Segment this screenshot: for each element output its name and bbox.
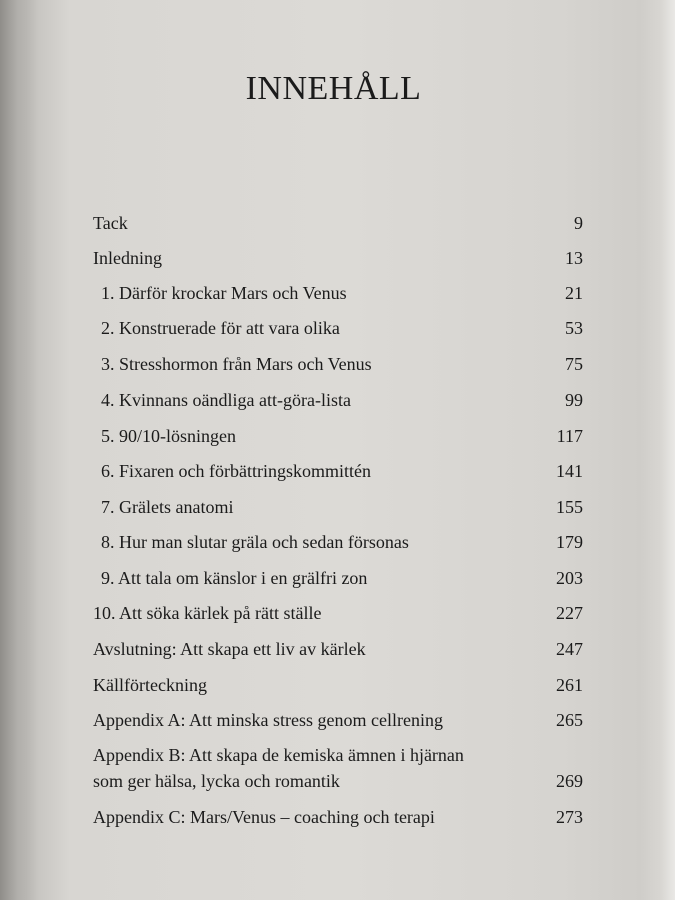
toc-entry-chapter-3 [93, 351, 583, 377]
toc-entry-page: 247 [556, 639, 583, 659]
toc-entry-chapter-1 [93, 280, 583, 306]
toc-entry-label: Tack [93, 213, 128, 233]
toc-entry-label: 4. Kvinnans oändliga att-göra-lista [101, 390, 351, 410]
toc-entry-label: 8. Hur man slutar gräla och sedan försonas [101, 532, 409, 552]
toc-entry-page: 117 [556, 426, 583, 446]
toc-entry-label: Avslutning: Att skapa ett liv av kärlek [93, 639, 366, 659]
toc-entry-label: Appendix B: Att skapa de kemiska ämnen i hjärnan [93, 745, 464, 765]
toc-entry-page: 203 [556, 568, 583, 588]
page-title: INNEHÅLL [245, 70, 422, 107]
toc-entry-page: 53 [565, 318, 583, 338]
toc-entry-chapter-8 [93, 529, 583, 555]
toc-entry-chapter-2 [93, 315, 583, 341]
toc-entry-tack [93, 210, 583, 236]
toc-entry-label: 2. Konstruerade för att vara olika [101, 318, 340, 338]
toc-entry-avslutning [93, 636, 583, 662]
toc-entry-chapter-7 [93, 494, 583, 520]
toc-entry-page: 21 [565, 283, 583, 303]
toc-entry-label: 3. Stresshormon från Mars och Venus [101, 354, 372, 374]
toc-entry-inledning [93, 245, 583, 271]
toc-entry-label: Appendix A: Att minska stress genom cellrening [93, 710, 443, 730]
toc-entry-appendix-a [93, 707, 583, 733]
toc-entry-label: 9. Att tala om känslor i en grälfri zon [101, 568, 368, 588]
toc-entry-page: 227 [556, 603, 583, 623]
toc-entry-page: 273 [556, 807, 583, 827]
toc-entry-page: 269 [556, 771, 583, 791]
toc-entry-label-continued: som ger hälsa, lycka och romantik [93, 771, 340, 791]
toc-entry-chapter-6 [93, 458, 583, 484]
toc-entry-page: 155 [556, 497, 583, 517]
toc-entry-appendix-c [93, 804, 583, 830]
toc-entry-page: 99 [565, 390, 583, 410]
toc-entry-chapter-4 [93, 387, 583, 413]
toc-entry-chapter-10 [93, 600, 583, 626]
toc-entry-page: 141 [556, 461, 583, 481]
toc-entry-appendix-b [93, 742, 583, 794]
toc-entry-chapter-9 [93, 565, 583, 591]
toc-entry-label: Inledning [93, 248, 162, 268]
toc-entry-label: 7. Grälets anatomi [101, 497, 234, 517]
toc-entry-label: 10. Att söka kärlek på rätt ställe [93, 603, 322, 623]
toc-entry-page: 13 [565, 248, 583, 268]
toc-entry-label: 6. Fixaren och förbättringskommittén [101, 461, 371, 481]
toc-entry-page: 265 [556, 710, 583, 730]
toc-entry-label: Källförteckning [93, 675, 207, 695]
toc-entry-kallforteckning [93, 672, 583, 698]
toc-entry-page: 9 [574, 213, 583, 233]
toc-entry-page: 75 [565, 354, 583, 374]
toc-entry-page: 261 [556, 675, 583, 695]
toc-entry-page: 179 [556, 532, 583, 552]
toc-entry-label: 1. Därför krockar Mars och Venus [101, 283, 347, 303]
toc-entry-label: Appendix C: Mars/Venus – coaching och terapi [93, 807, 435, 827]
toc-entry-label: 5. 90/10-lösningen [101, 426, 236, 446]
toc-entry-chapter-5 [93, 423, 583, 449]
